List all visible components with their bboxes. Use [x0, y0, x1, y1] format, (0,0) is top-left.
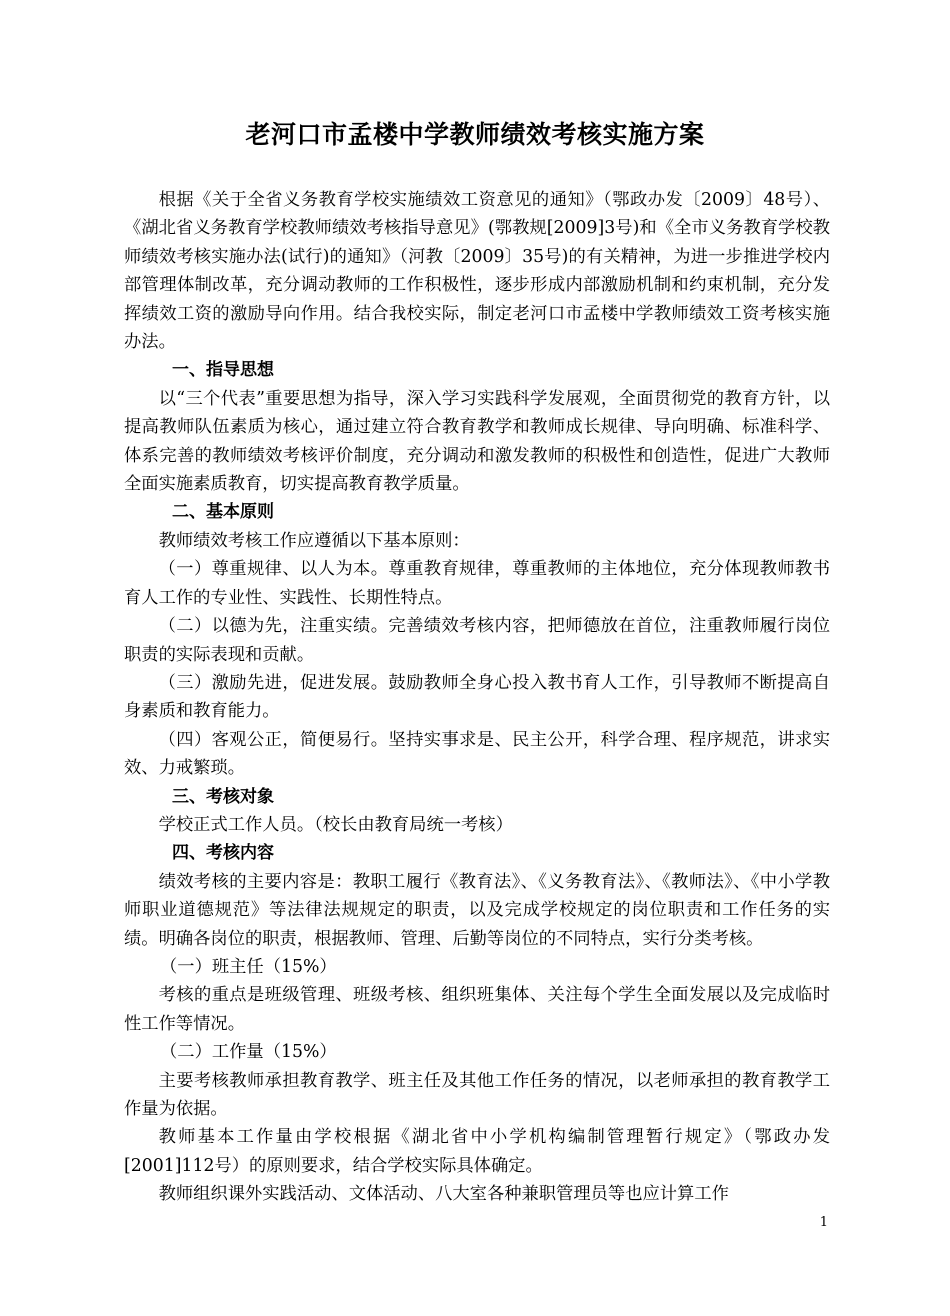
paragraph-workload-3: 教师组织课外实践活动、文体活动、八大室各种兼职管理员等也应计算工作 — [158, 1184, 729, 1205]
paragraph-principle-1: （一）尊重规律、以人为本。尊重教育规律，尊重教师的主体地位，充分体现教师教书育人工作的专业性、实践性、长期性特点。 — [124, 559, 830, 608]
paragraph-assessment-content: 绩效考核的主要内容是：教职工履行《教育法》、《义务教育法》、《教师法》、《中小学教师职业道德规范》等法律法规规定的职责，以及完成学校规定的岗位职责和工作任务的实绩。明确各岗位的职责，根据教师、管理、后勤等岗位的不同特点，实行分类考核。 — [124, 871, 830, 949]
subheading-class-teacher: （一）班主任（15%） — [160, 956, 337, 977]
paragraph-workload-1: 主要考核教师承担教育教学、班主任及其他工作任务的情况，以老师承担的教育教学工作量为依据。 — [124, 1070, 830, 1119]
paragraph-principle-4: （四）客观公正，简便易行。坚持实事求是、民主公开，科学合理、程序规范，讲求实效、力戒繁琐。 — [124, 729, 830, 779]
section-heading-assessment-target: 三、考核对象 — [172, 786, 274, 807]
paragraph-class-teacher: 考核的重点是班级管理、班级考核、组织班集体、关注每个学生全面发展以及完成临时性工作等情况。 — [124, 985, 830, 1034]
paragraph-workload-2: 教师基本工作量由学校根据《湖北省中小学机构编制管理暂行规定》（鄂政办发[2001]112号）的原则要求，结合学校实际具体确定。 — [124, 1127, 830, 1176]
document-body — [124, 186, 830, 1209]
paragraph-intro: 根据《关于全省义务教育学校实施绩效工资意见的通知》（鄂政办发〔2009〕48号）、《湖北省义务教育学校教师绩效考核指导意见》(鄂教规[2009]3号)和《全市义务教育学校教师绩效考核实施办法(试行)的通知》（河教〔2009〕35号)的有关精神，为进一步推进学校内部管理体制改革，充分调动教师的工作积极性，逐步形成内部激励机制和约束机制，充分发挥绩效工资的激励导向作用。结合我校实际，制定老河口市孟楼中学教师绩效工资考核实施办法。 — [124, 190, 830, 353]
section-heading-assessment-content: 四、考核内容 — [172, 843, 274, 864]
paragraph-principle-3: （三）激励先进，促进发展。鼓励教师全身心投入教书育人工作，引导教师不断提高自身素质和教育能力。 — [124, 672, 830, 722]
paragraph-principles-intro: 教师绩效考核工作应遵循以下基本原则： — [158, 530, 470, 551]
paragraph-guiding-ideology: 以“三个代表”重要思想为指导，深入学习实践科学发展观，全面贯彻党的教育方针，以提高教师队伍素质为核心，通过建立符合教育教学和教师成长规律、导向明确、标准科学、体系完善的教师绩效考核评价制度，充分调动和激发教师的积极性和创造性，促进广大教师全面实施素质教育，切实提高教育教学质量。 — [124, 388, 830, 495]
subheading-workload: （二）工作量（15%） — [160, 1042, 337, 1063]
document-title: 老河口市孟楼中学教师绩效考核实施方案 — [245, 120, 705, 149]
section-heading-basic-principles: 二、基本原则 — [172, 502, 274, 523]
page-number: 1 — [819, 1215, 828, 1230]
section-heading-guiding-ideology: 一、指导思想 — [172, 360, 274, 381]
paragraph-principle-2: （二）以德为先，注重实绩。完善绩效考核内容，把师德放在首位，注重教师履行岗位职责的实际表现和贡献。 — [124, 616, 830, 665]
paragraph-assessment-target: 学校正式工作人员。（校长由教育局统一考核） — [158, 814, 513, 835]
